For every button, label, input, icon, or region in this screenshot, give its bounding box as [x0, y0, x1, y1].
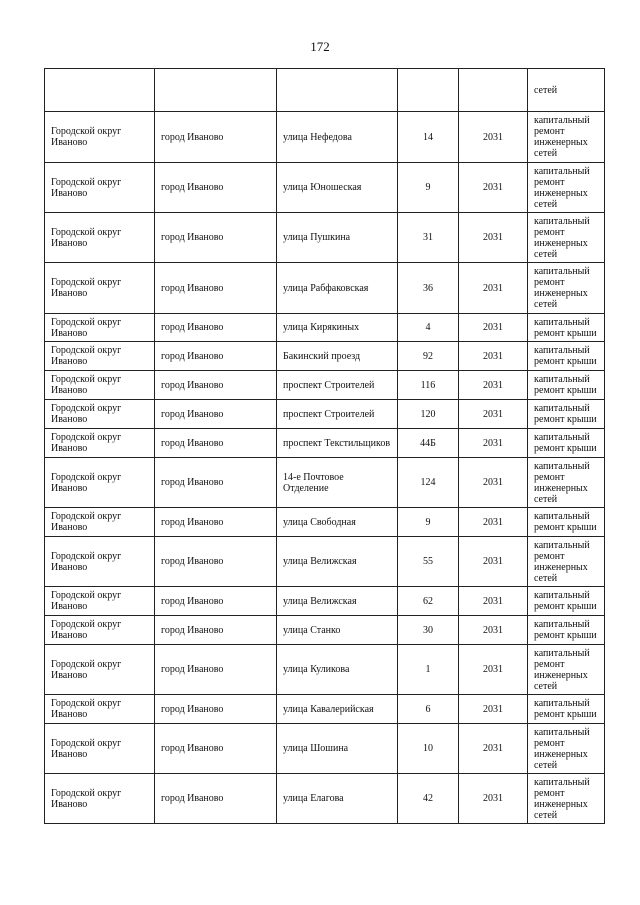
cell-house-number: 36 [398, 263, 459, 314]
cell-year: 2031 [459, 213, 528, 263]
cell-work-type: капитальный ремонт крыши [528, 371, 605, 400]
cell-street: улица Елагова [277, 774, 398, 824]
cell-year: 2031 [459, 371, 528, 400]
cell-year: 2031 [459, 645, 528, 695]
cell-settlement: город Иваново [155, 695, 277, 724]
cell-settlement: город Иваново [155, 342, 277, 371]
cell-year: 2031 [459, 112, 528, 163]
cell-house-number: 120 [398, 400, 459, 429]
table-row [45, 616, 605, 645]
cell-work-type: капитальный ремонт крыши [528, 508, 605, 537]
table-row [45, 724, 605, 774]
cell-street: Бакинский проезд [277, 342, 398, 371]
cell-settlement: город Иваново [155, 263, 277, 314]
cell-street: улица Куликова [277, 645, 398, 695]
cell-street: улица Нефедова [277, 112, 398, 163]
cell-year: 2031 [459, 616, 528, 645]
cell-work-type: капитальный ремонт инженерных сетей [528, 458, 605, 508]
cell-municipality: Городской округ Иваново [45, 213, 155, 263]
cell-year: 2031 [459, 537, 528, 587]
table-row [45, 695, 605, 724]
cell-municipality: Городской округ Иваново [45, 342, 155, 371]
cell-house-number: 55 [398, 537, 459, 587]
cell-municipality: Городской округ Иваново [45, 508, 155, 537]
cell-municipality: Городской округ Иваново [45, 314, 155, 342]
cell-work-type: капитальный ремонт инженерных сетей [528, 112, 605, 163]
cell-work-type: капитальный ремонт инженерных сетей [528, 724, 605, 774]
cell-street [277, 69, 398, 112]
cell-street: улица Велижская [277, 587, 398, 616]
table-row [45, 342, 605, 371]
cell-work-type: капитальный ремонт инженерных сетей [528, 263, 605, 314]
table-row [45, 314, 605, 342]
cell-settlement: город Иваново [155, 458, 277, 508]
cell-municipality: Городской округ Иваново [45, 774, 155, 824]
cell-street: проспект Строителей [277, 371, 398, 400]
table-row [45, 371, 605, 400]
cell-year: 2031 [459, 587, 528, 616]
table-row [45, 458, 605, 508]
table-row [45, 429, 605, 458]
cell-municipality: Городской округ Иваново [45, 371, 155, 400]
cell-settlement: город Иваново [155, 400, 277, 429]
cell-work-type: капитальный ремонт инженерных сетей [528, 645, 605, 695]
cell-year: 2031 [459, 458, 528, 508]
cell-house-number: 6 [398, 695, 459, 724]
cell-settlement: город Иваново [155, 371, 277, 400]
page-number: 172 [310, 39, 330, 54]
cell-settlement: город Иваново [155, 537, 277, 587]
cell-year: 2031 [459, 163, 528, 213]
cell-municipality: Городской округ Иваново [45, 616, 155, 645]
table-row-continuation [45, 69, 605, 112]
cell-house-number: 31 [398, 213, 459, 263]
cell-settlement: город Иваново [155, 587, 277, 616]
cell-street: улица Свободная [277, 508, 398, 537]
table-row [45, 263, 605, 314]
cell-municipality: Городской округ Иваново [45, 645, 155, 695]
cell-year: 2031 [459, 342, 528, 371]
cell-settlement: город Иваново [155, 508, 277, 537]
table-row [45, 163, 605, 213]
cell-settlement: город Иваново [155, 429, 277, 458]
cell-municipality: Городской округ Иваново [45, 163, 155, 213]
table-row [45, 587, 605, 616]
table-row [45, 400, 605, 429]
cell-street: улица Пушкина [277, 213, 398, 263]
table-row [45, 112, 605, 163]
cell-street: проспект Строителей [277, 400, 398, 429]
cell-street: проспект Текстильщиков [277, 429, 398, 458]
cell-work-type: капитальный ремонт крыши [528, 695, 605, 724]
cell-street: улица Рабфаковская [277, 263, 398, 314]
cell-work-type: капитальный ремонт крыши [528, 587, 605, 616]
cell-work-type: капитальный ремонт крыши [528, 429, 605, 458]
table-row [45, 774, 605, 824]
cell-work-type: капитальный ремонт крыши [528, 342, 605, 371]
cell-work-type: капитальный ремонт инженерных сетей [528, 537, 605, 587]
cell-work-type: капитальный ремонт крыши [528, 400, 605, 429]
cell-settlement: город Иваново [155, 724, 277, 774]
housing-repair-table [44, 68, 605, 824]
cell-house-number: 42 [398, 774, 459, 824]
table-row [45, 213, 605, 263]
cell-street: улица Велижская [277, 537, 398, 587]
cell-year: 2031 [459, 774, 528, 824]
cell-municipality: Городской округ Иваново [45, 263, 155, 314]
cell-municipality: Городской округ Иваново [45, 429, 155, 458]
cell-year [459, 69, 528, 112]
cell-house-number: 44Б [398, 429, 459, 458]
cell-house-number: 9 [398, 508, 459, 537]
cell-municipality: Городской округ Иваново [45, 458, 155, 508]
cell-street: улица Станко [277, 616, 398, 645]
cell-settlement: город Иваново [155, 616, 277, 645]
cell-house-number: 1 [398, 645, 459, 695]
cell-street: улица Кирякиных [277, 314, 398, 342]
cell-year: 2031 [459, 314, 528, 342]
table-row [45, 537, 605, 587]
cell-house-number: 62 [398, 587, 459, 616]
cell-work-type: капитальный ремонт инженерных сетей [528, 213, 605, 263]
cell-municipality: Городской округ Иваново [45, 587, 155, 616]
cell-year: 2031 [459, 724, 528, 774]
cell-street: улица Кавалерийская [277, 695, 398, 724]
cell-work-type: сетей [528, 69, 605, 112]
cell-street: улица Шошина [277, 724, 398, 774]
cell-settlement: город Иваново [155, 163, 277, 213]
cell-year: 2031 [459, 508, 528, 537]
cell-municipality: Городской округ Иваново [45, 112, 155, 163]
table-row [45, 645, 605, 695]
cell-house-number: 124 [398, 458, 459, 508]
cell-municipality: Городской округ Иваново [45, 695, 155, 724]
cell-house-number: 10 [398, 724, 459, 774]
cell-settlement [155, 69, 277, 112]
cell-house-number: 4 [398, 314, 459, 342]
cell-house-number: 9 [398, 163, 459, 213]
cell-municipality: Городской округ Иваново [45, 537, 155, 587]
cell-street: улица Юношеская [277, 163, 398, 213]
cell-house-number: 116 [398, 371, 459, 400]
cell-municipality: Городской округ Иваново [45, 724, 155, 774]
cell-settlement: город Иваново [155, 645, 277, 695]
table-row [45, 508, 605, 537]
cell-year: 2031 [459, 400, 528, 429]
cell-street: 14-е Почтовое Отделение [277, 458, 398, 508]
cell-settlement: город Иваново [155, 774, 277, 824]
cell-house-number: 14 [398, 112, 459, 163]
cell-work-type: капитальный ремонт инженерных сетей [528, 774, 605, 824]
cell-house-number: 30 [398, 616, 459, 645]
cell-settlement: город Иваново [155, 213, 277, 263]
cell-settlement: город Иваново [155, 112, 277, 163]
cell-year: 2031 [459, 695, 528, 724]
cell-work-type: капитальный ремонт инженерных сетей [528, 163, 605, 213]
cell-house-number: 92 [398, 342, 459, 371]
cell-work-type: капитальный ремонт крыши [528, 616, 605, 645]
cell-municipality: Городской округ Иваново [45, 400, 155, 429]
cell-year: 2031 [459, 429, 528, 458]
table-body [45, 69, 605, 824]
cell-municipality [45, 69, 155, 112]
cell-work-type: капитальный ремонт крыши [528, 314, 605, 342]
cell-settlement: город Иваново [155, 314, 277, 342]
cell-house-number [398, 69, 459, 112]
cell-year: 2031 [459, 263, 528, 314]
